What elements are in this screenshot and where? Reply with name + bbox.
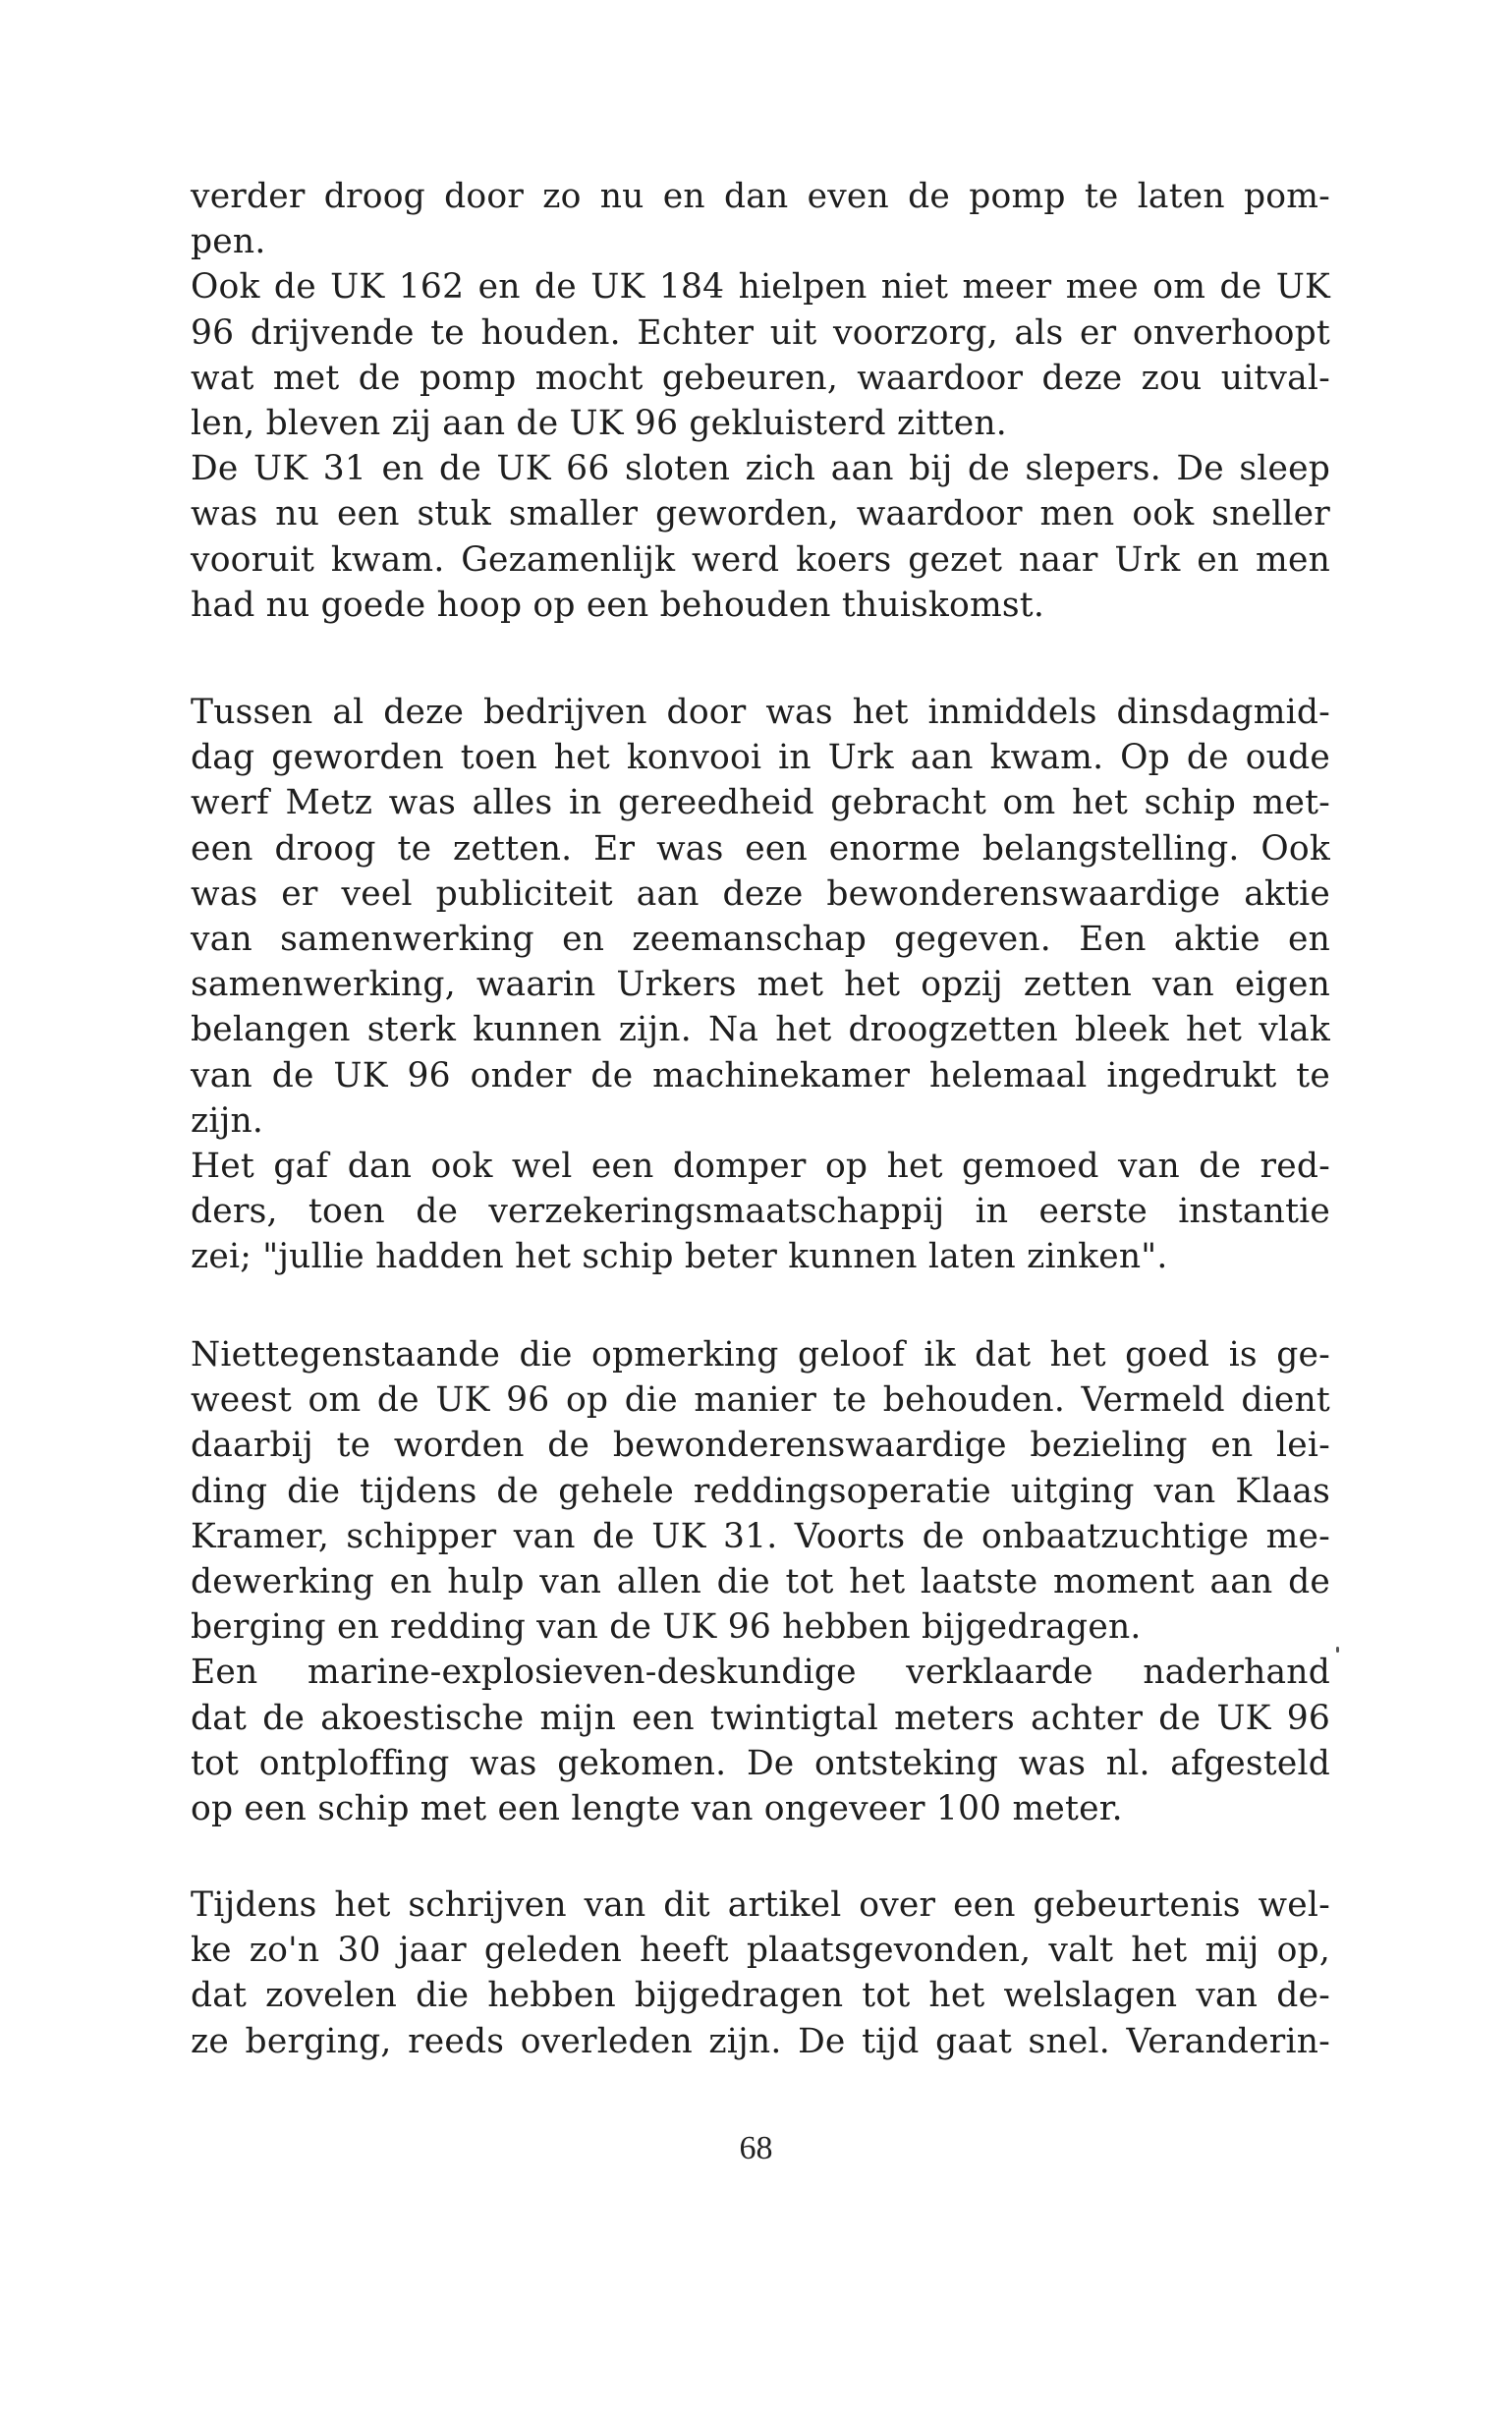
text-line: ding die tijdens de gehele reddingsoperatie uitging van Klaas [191,1471,1330,1511]
text-line: pen. [191,222,266,262]
text-line: op een schip met een lengte van ongeveer 100 meter. [191,1789,1123,1829]
text-line: dewerking en hulp van allen die tot het laatste moment aan de [191,1562,1330,1602]
text-line: was er veel publiciteit aan deze bewonderenswaardige aktie [191,873,1330,914]
text-line: werf Metz was alles in gereedheid gebracht om het schip met- [191,783,1330,823]
text-line: vooruit kwam. Gezamenlijk werd koers gezet naar Urk en men [191,539,1330,580]
text-line: Het gaf dan ook wel een domper op het gemoed van de red- [191,1147,1330,1187]
paragraph-4 [191,1882,1330,2064]
text-line: was nu een stuk smaller geworden, waardoor men ook sneller [191,494,1330,534]
text-line: zei; "jullie hadden het schip beter kunnen laten zinken". [191,1237,1168,1277]
text-line: daarbij te worden de bewonderenswaardige bezieling en lei- [191,1426,1330,1466]
print-speck [1336,1647,1339,1653]
text-line: wat met de pomp mocht gebeuren, waardoor deze zou uitval- [191,358,1330,398]
text-line: dat de akoestische mijn een twintigtal meters achter de UK 96 [191,1698,1330,1738]
text-line: zijn. [191,1100,264,1141]
text-line: samenwerking, waarin Urkers met het opzij zetten van eigen [191,965,1330,1005]
text-line: De UK 31 en de UK 66 sloten zich aan bij de slepers. De sleep [191,449,1330,489]
text-line: ders, toen de verzekeringsmaatschappij in eerste instantie [191,1192,1330,1232]
text-line: Kramer, schipper van de UK 31. Voorts de onbaatzuchtige me- [191,1516,1330,1556]
text-line: Een marine-explosieven-deskundige verklaarde naderhand [191,1653,1330,1693]
text-line: verder droog door zo nu en dan even de pomp te laten pom- [191,177,1330,216]
text-line: ke zo'n 30 jaar geleden heeft plaatsgevonden, valt het mij op, [191,1931,1330,1971]
text-line: van samenwerking en zeemanschap gegeven. Een aktie en [191,920,1330,960]
paragraph-3 [191,1332,1330,1831]
text-line: berging en redding van de UK 96 hebben bijgedragen. [191,1607,1142,1648]
text-line: dag geworden toen het konvooi in Urk aan kwam. Op de oude [191,738,1330,778]
text-line: een droog te zetten. Er was een enorme belangstelling. Ook [191,828,1330,869]
text-line: Tijdens het schrijven van dit artikel over een gebeurtenis wel- [191,1885,1330,1925]
text-line: weest om de UK 96 op die manier te behouden. Vermeld dient [191,1380,1330,1421]
text-line: belangen sterk kunnen zijn. Na het droogzetten bleek het vlak [191,1010,1330,1050]
text-line: dat zovelen die hebben bijgedragen tot het welslagen van de- [191,1976,1330,2016]
paragraph-2 [191,690,1330,1280]
page-number: 68 [739,2130,773,2166]
text-line: Ook de UK 162 en de UK 184 hielpen niet meer mee om de UK [191,267,1330,308]
text-line: ze berging, reeds overleden zijn. De tijd gaat snel. Veranderin- [191,2021,1330,2061]
paragraph-1 [191,174,1330,628]
text-line: van de UK 96 onder de machinekamer helemaal ingedrukt te [191,1055,1330,1095]
text-line: 96 drijvende te houden. Echter uit voorzorg, als er onverhoopt [191,312,1330,353]
text-line: Niettegenstaande die opmerking geloof ik dat het goed is ge- [191,1335,1330,1375]
text-line: tot ontploffing was gekomen. De ontsteking was nl. afgesteld [191,1743,1330,1783]
text-line: had nu goede hoop op een behouden thuiskomst. [191,585,1045,625]
text-line: len, bleven zij aan de UK 96 gekluisterd zitten. [191,404,1007,444]
text-line: Tussen al deze bedrijven door was het inmiddels dinsdagmid- [191,693,1330,732]
